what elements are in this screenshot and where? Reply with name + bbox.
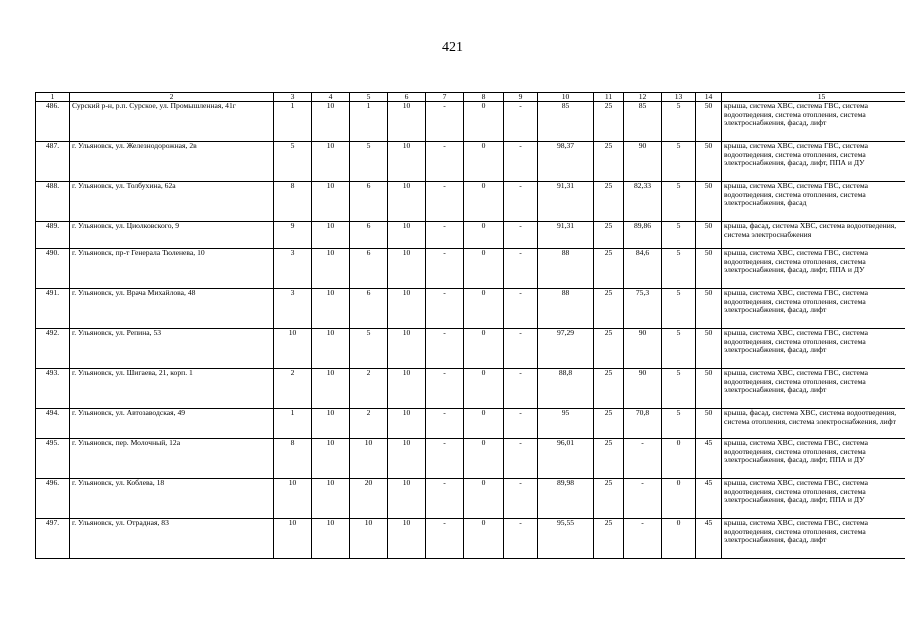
buildings-table <box>35 92 905 559</box>
value-cell: - <box>504 409 538 439</box>
value-cell: - <box>504 479 538 519</box>
value-cell: 25 <box>594 369 624 409</box>
column-header: 10 <box>538 93 594 102</box>
value-cell: 1 <box>350 102 388 142</box>
value-cell: 85 <box>624 102 662 142</box>
table-row <box>36 369 905 409</box>
value-cell: 5 <box>274 142 312 182</box>
value-cell: 6 <box>350 222 388 249</box>
value-cell: - <box>504 249 538 289</box>
row-number: 486. <box>36 102 70 142</box>
value-cell: 10 <box>388 369 426 409</box>
value-cell: - <box>504 519 538 559</box>
value-cell: 10 <box>388 519 426 559</box>
value-cell: 75,3 <box>624 289 662 329</box>
column-header: 4 <box>312 93 350 102</box>
value-cell: 0 <box>662 479 696 519</box>
address-cell: г. Ульяновск, ул. Репина, 53 <box>70 329 274 369</box>
value-cell: 45 <box>696 519 722 559</box>
table-row <box>36 479 905 519</box>
row-number: 489. <box>36 222 70 249</box>
works-cell: крыша, система ХВС, система ГВС, система водоотведения, система отопления, система электроснабжения, фасад, лифт, ППА и ДУ <box>722 439 905 479</box>
column-header: 15 <box>722 93 905 102</box>
value-cell: 5 <box>662 142 696 182</box>
value-cell: 91,31 <box>538 182 594 222</box>
value-cell: 8 <box>274 182 312 222</box>
value-cell: 25 <box>594 329 624 369</box>
value-cell: 88,8 <box>538 369 594 409</box>
value-cell: 96,01 <box>538 439 594 479</box>
value-cell: - <box>504 182 538 222</box>
value-cell: 20 <box>350 479 388 519</box>
value-cell: - <box>504 289 538 329</box>
column-header: 7 <box>426 93 464 102</box>
works-cell: крыша, система ХВС, система ГВС, система водоотведения, система отопления, система электроснабжения, фасад <box>722 182 905 222</box>
value-cell: 98,37 <box>538 142 594 182</box>
value-cell: 25 <box>594 519 624 559</box>
value-cell: 50 <box>696 222 722 249</box>
table-row <box>36 222 905 249</box>
value-cell: 25 <box>594 249 624 289</box>
value-cell: - <box>426 102 464 142</box>
value-cell: 2 <box>350 409 388 439</box>
value-cell: 95 <box>538 409 594 439</box>
row-number: 495. <box>36 439 70 479</box>
table-row <box>36 519 905 559</box>
value-cell: 10 <box>350 439 388 479</box>
value-cell: 1 <box>274 409 312 439</box>
value-cell: 6 <box>350 289 388 329</box>
value-cell: 10 <box>312 329 350 369</box>
value-cell: - <box>426 369 464 409</box>
value-cell: 6 <box>350 182 388 222</box>
column-header: 11 <box>594 93 624 102</box>
address-cell: г. Ульяновск, ул. Автозаводская, 49 <box>70 409 274 439</box>
value-cell: 50 <box>696 249 722 289</box>
table-body <box>36 102 905 559</box>
value-cell: 82,33 <box>624 182 662 222</box>
row-number: 487. <box>36 142 70 182</box>
value-cell: - <box>426 439 464 479</box>
value-cell: 90 <box>624 329 662 369</box>
value-cell: 10 <box>388 479 426 519</box>
value-cell: 88 <box>538 249 594 289</box>
value-cell: 97,29 <box>538 329 594 369</box>
address-cell: г. Ульяновск, пер. Молочный, 12а <box>70 439 274 479</box>
table-row <box>36 329 905 369</box>
value-cell: 5 <box>662 329 696 369</box>
value-cell: 10 <box>388 222 426 249</box>
value-cell: - <box>426 222 464 249</box>
value-cell: 10 <box>312 249 350 289</box>
value-cell: 10 <box>312 102 350 142</box>
value-cell: 50 <box>696 409 722 439</box>
value-cell: 0 <box>464 479 504 519</box>
value-cell: 5 <box>662 289 696 329</box>
value-cell: 0 <box>464 369 504 409</box>
address-cell: г. Ульяновск, ул. Толбухина, 62а <box>70 182 274 222</box>
value-cell: 5 <box>662 409 696 439</box>
value-cell: - <box>426 142 464 182</box>
works-cell: крыша, система ХВС, система ГВС, система водоотведения, система отопления, система электроснабжения, фасад, лифт <box>722 329 905 369</box>
value-cell: 50 <box>696 289 722 329</box>
value-cell: 45 <box>696 439 722 479</box>
value-cell: - <box>624 439 662 479</box>
value-cell: 10 <box>388 409 426 439</box>
value-cell: 0 <box>464 329 504 369</box>
value-cell: 25 <box>594 409 624 439</box>
value-cell: 0 <box>464 439 504 479</box>
value-cell: 50 <box>696 142 722 182</box>
value-cell: 0 <box>464 519 504 559</box>
column-header: 3 <box>274 93 312 102</box>
column-header: 12 <box>624 93 662 102</box>
value-cell: 84,6 <box>624 249 662 289</box>
row-number: 496. <box>36 479 70 519</box>
value-cell: 10 <box>312 182 350 222</box>
value-cell: - <box>426 519 464 559</box>
value-cell: - <box>504 102 538 142</box>
row-number: 493. <box>36 369 70 409</box>
page-number: 421 <box>442 40 463 55</box>
column-header: 8 <box>464 93 504 102</box>
table-row <box>36 289 905 329</box>
works-cell: крыша, система ХВС, система ГВС, система водоотведения, система отопления, система электроснабжения, фасад, лифт, ППА и ДУ <box>722 479 905 519</box>
table-row <box>36 142 905 182</box>
address-cell: г. Ульяновск, ул. Циолковского, 9 <box>70 222 274 249</box>
value-cell: 50 <box>696 369 722 409</box>
table-row <box>36 102 905 142</box>
row-number: 492. <box>36 329 70 369</box>
value-cell: - <box>426 289 464 329</box>
value-cell: 10 <box>388 289 426 329</box>
row-number: 490. <box>36 249 70 289</box>
value-cell: - <box>624 479 662 519</box>
value-cell: 70,8 <box>624 409 662 439</box>
value-cell: 10 <box>388 182 426 222</box>
value-cell: 10 <box>274 519 312 559</box>
value-cell: 3 <box>274 249 312 289</box>
value-cell: 25 <box>594 439 624 479</box>
value-cell: 90 <box>624 142 662 182</box>
table-row <box>36 439 905 479</box>
value-cell: - <box>504 329 538 369</box>
value-cell: - <box>504 439 538 479</box>
header-row <box>36 93 905 102</box>
value-cell: 10 <box>312 369 350 409</box>
value-cell: 0 <box>464 289 504 329</box>
works-cell: крыша, система ХВС, система ГВС, система водоотведения, система отопления, система электроснабжения, фасад, лифт <box>722 289 905 329</box>
value-cell: 6 <box>350 249 388 289</box>
column-header: 9 <box>504 93 538 102</box>
value-cell: 88 <box>538 289 594 329</box>
address-cell: Сурский р-н, р.п. Сурское, ул. Промышленная, 41г <box>70 102 274 142</box>
works-cell: крыша, система ХВС, система ГВС, система водоотведения, система отопления, система электроснабжения, фасад, лифт, ППА и ДУ <box>722 249 905 289</box>
value-cell: 10 <box>312 222 350 249</box>
value-cell: 25 <box>594 289 624 329</box>
value-cell: 0 <box>464 142 504 182</box>
value-cell: 10 <box>388 142 426 182</box>
value-cell: 0 <box>662 439 696 479</box>
value-cell: 89,98 <box>538 479 594 519</box>
value-cell: 5 <box>662 249 696 289</box>
value-cell: 10 <box>388 249 426 289</box>
address-cell: г. Ульяновск, ул. Шигаева, 21, корп. 1 <box>70 369 274 409</box>
value-cell: 5 <box>350 142 388 182</box>
address-cell: г. Ульяновск, пр-т Генерала Тюленева, 10 <box>70 249 274 289</box>
value-cell: 90 <box>624 369 662 409</box>
value-cell: 9 <box>274 222 312 249</box>
column-header: 6 <box>388 93 426 102</box>
value-cell: 5 <box>662 369 696 409</box>
value-cell: - <box>624 519 662 559</box>
works-cell: крыша, фасад, система ХВС, система водоотведения, система электроснабжения <box>722 222 905 249</box>
column-header: 13 <box>662 93 696 102</box>
address-cell: г. Ульяновск, ул. Железнодорожная, 2в <box>70 142 274 182</box>
column-header: 1 <box>36 93 70 102</box>
value-cell: 0 <box>464 222 504 249</box>
value-cell: 0 <box>464 182 504 222</box>
value-cell: - <box>504 369 538 409</box>
value-cell: 10 <box>350 519 388 559</box>
value-cell: 50 <box>696 182 722 222</box>
value-cell: 50 <box>696 102 722 142</box>
table-row <box>36 249 905 289</box>
value-cell: - <box>504 142 538 182</box>
value-cell: 0 <box>464 409 504 439</box>
value-cell: 5 <box>350 329 388 369</box>
value-cell: - <box>426 182 464 222</box>
value-cell: 0 <box>464 249 504 289</box>
value-cell: 95,55 <box>538 519 594 559</box>
value-cell: 2 <box>350 369 388 409</box>
value-cell: 25 <box>594 142 624 182</box>
value-cell: 10 <box>388 329 426 369</box>
row-number: 494. <box>36 409 70 439</box>
value-cell: 25 <box>594 222 624 249</box>
value-cell: 5 <box>662 102 696 142</box>
value-cell: - <box>426 249 464 289</box>
value-cell: 0 <box>464 102 504 142</box>
works-cell: крыша, система ХВС, система ГВС, система водоотведения, система отопления, система электроснабжения, фасад, лифт, ППА и ДУ <box>722 142 905 182</box>
column-header: 14 <box>696 93 722 102</box>
value-cell: - <box>504 222 538 249</box>
value-cell: 10 <box>274 479 312 519</box>
value-cell: 25 <box>594 182 624 222</box>
value-cell: 25 <box>594 479 624 519</box>
value-cell: - <box>426 329 464 369</box>
value-cell: 5 <box>662 182 696 222</box>
works-cell: крыша, фасад, система ХВС, система водоотведения, система отопления, система электроснабжения, лифт <box>722 409 905 439</box>
address-cell: г. Ульяновск, ул. Врача Михайлова, 48 <box>70 289 274 329</box>
table-row <box>36 409 905 439</box>
value-cell: 10 <box>274 329 312 369</box>
value-cell: 10 <box>312 479 350 519</box>
table-row <box>36 182 905 222</box>
value-cell: 10 <box>388 102 426 142</box>
column-header: 2 <box>70 93 274 102</box>
row-number: 488. <box>36 182 70 222</box>
value-cell: 3 <box>274 289 312 329</box>
works-cell: крыша, система ХВС, система ГВС, система водоотведения, система отопления, система электроснабжения, фасад, лифт <box>722 369 905 409</box>
column-header: 5 <box>350 93 388 102</box>
value-cell: - <box>426 409 464 439</box>
value-cell: 10 <box>312 409 350 439</box>
value-cell: 10 <box>312 289 350 329</box>
row-number: 491. <box>36 289 70 329</box>
value-cell: 91,31 <box>538 222 594 249</box>
value-cell: 45 <box>696 479 722 519</box>
works-cell: крыша, система ХВС, система ГВС, система водоотведения, система отопления, система электроснабжения, фасад, лифт <box>722 102 905 142</box>
value-cell: 10 <box>312 519 350 559</box>
value-cell: 10 <box>312 439 350 479</box>
value-cell: 10 <box>312 142 350 182</box>
value-cell: 8 <box>274 439 312 479</box>
value-cell: 5 <box>662 222 696 249</box>
row-number: 497. <box>36 519 70 559</box>
value-cell: 25 <box>594 102 624 142</box>
value-cell: 0 <box>662 519 696 559</box>
value-cell: - <box>426 479 464 519</box>
works-cell: крыша, система ХВС, система ГВС, система водоотведения, система отопления, система электроснабжения, фасад, лифт <box>722 519 905 559</box>
value-cell: 85 <box>538 102 594 142</box>
address-cell: г. Ульяновск, ул. Отрадная, 83 <box>70 519 274 559</box>
value-cell: 10 <box>388 439 426 479</box>
value-cell: 2 <box>274 369 312 409</box>
value-cell: 50 <box>696 329 722 369</box>
value-cell: 1 <box>274 102 312 142</box>
value-cell: 89,86 <box>624 222 662 249</box>
address-cell: г. Ульяновск, ул. Коблева, 18 <box>70 479 274 519</box>
